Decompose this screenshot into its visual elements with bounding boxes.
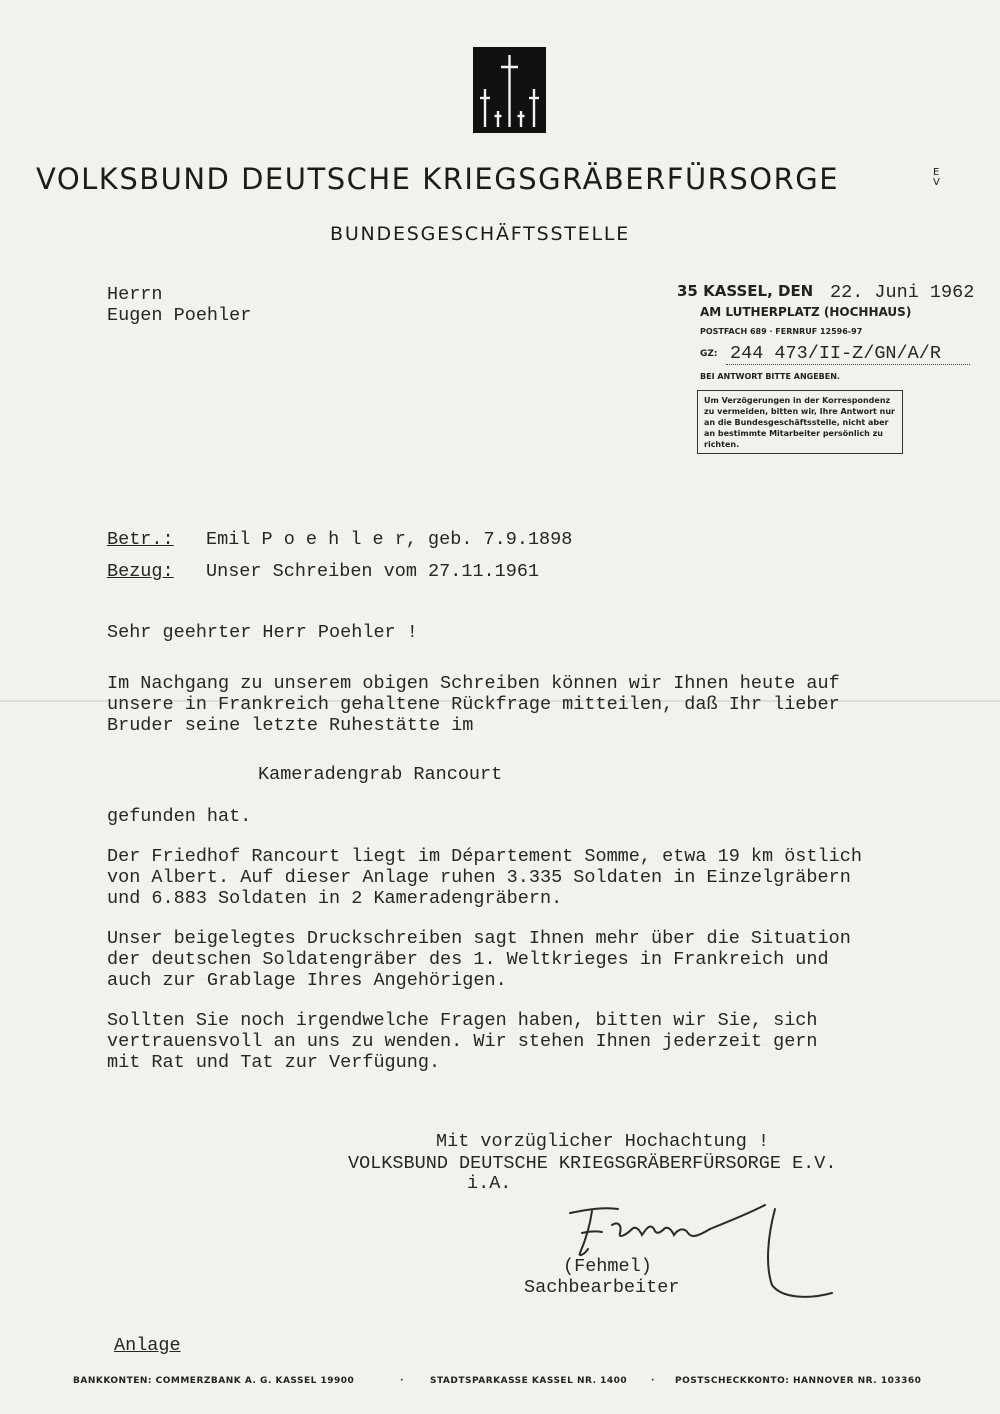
sender-street: AM LUTHERPLATZ (HOCHHAUS): [700, 305, 912, 319]
reference-to-label: Bezug:: [107, 561, 174, 582]
grave-name: Kameradengrab Rancourt: [258, 764, 503, 785]
sender-city: 35 KASSEL, DEN: [677, 282, 814, 300]
three-crosses-icon: [473, 47, 546, 133]
enclosure-label: Anlage: [114, 1335, 181, 1356]
recipient-salutation: Herrn: [107, 284, 163, 305]
paragraph-2-line-2: von Albert. Auf dieser Anlage ruhen 3.335 Soldaten in Einzelgräbern: [107, 867, 851, 888]
footer-postscheck: POSTSCHECKKONTO: HANNOVER NR. 103360: [675, 1376, 922, 1386]
organization-department: BUNDESGESCHÄFTSSTELLE: [330, 223, 631, 245]
organization-ev: E V: [933, 167, 940, 188]
organization-name: VOLKSBUND DEUTSCHE KRIEGSGRÄBERFÜRSORGE: [36, 162, 840, 196]
reference-number: 244 473/II-Z/GN/A/R: [730, 343, 941, 364]
closing-organization: VOLKSBUND DEUTSCHE KRIEGSGRÄBERFÜRSORGE E.V.: [348, 1153, 837, 1174]
reference-label: GZ:: [700, 349, 718, 359]
found-line: gefunden hat.: [107, 806, 252, 827]
closing-greeting: Mit vorzüglicher Hochachtung !: [436, 1131, 770, 1152]
footer-bank-commerzbank: BANKKONTEN: COMMERZBANK A. G. KASSEL 19900: [73, 1376, 355, 1386]
subject-text: Emil P o e h l e r, geb. 7.9.1898: [206, 529, 573, 550]
paragraph-2-line-1: Der Friedhof Rancourt liegt im Département Somme, etwa 19 km östlich: [107, 846, 862, 867]
footer-separator-2: ·: [651, 1376, 655, 1386]
paragraph-1-line-1: Im Nachgang zu unserem obigen Schreiben können wir Ihnen heute auf: [107, 673, 840, 694]
paragraph-1-line-2: unsere in Frankreich gehaltene Rückfrage mitteilen, daß Ihr lieber: [107, 694, 840, 715]
paragraph-1-line-3: Bruder seine letzte Ruhestätte im: [107, 715, 474, 736]
salutation: Sehr geehrter Herr Poehler !: [107, 622, 418, 643]
signatory-title: Sachbearbeiter: [524, 1277, 680, 1298]
paragraph-4-line-1: Sollten Sie noch irgendwelche Fragen haben, bitten wir Sie, sich: [107, 1010, 818, 1031]
recipient-name: Eugen Poehler: [107, 305, 252, 326]
correspondence-notice: Um Verzögerungen in der Korrespondenz zu vermeiden, bitten wir, Ihre Antwort nur an die Bundesgeschäftsstelle, nicht aber an bestimmte Mitarbeiter persönlich zu richten.: [697, 390, 903, 454]
letter-date: 22. Juni 1962: [830, 282, 975, 303]
footer-separator-1: ·: [400, 1376, 404, 1386]
reference-dotted-line: [726, 364, 970, 365]
footer-bank-stadtsparkasse: STADTSPARKASSE KASSEL NR. 1400: [430, 1376, 628, 1386]
paragraph-4-line-3: mit Rat und Tat zur Verfügung.: [107, 1052, 441, 1073]
paragraph-3-line-2: der deutschen Soldatengräber des 1. Weltkrieges in Frankreich und: [107, 949, 829, 970]
paragraph-3-line-1: Unser beigelegtes Druckschreiben sagt Ihnen mehr über die Situation: [107, 928, 851, 949]
subject-label: Betr.:: [107, 529, 174, 550]
paragraph-3-line-3: auch zur Grablage Ihres Angehörigen.: [107, 970, 507, 991]
reply-note: BEI ANTWORT BITTE ANGEBEN.: [700, 372, 840, 381]
paragraph-4-line-2: vertrauensvoll an uns zu wenden. Wir stehen Ihnen jederzeit gern: [107, 1031, 818, 1052]
paragraph-2-line-3: und 6.883 Soldaten in 2 Kameradengräbern.: [107, 888, 563, 909]
reference-to-text: Unser Schreiben vom 27.11.1961: [206, 561, 540, 582]
sender-postfach: POSTFACH 689 · FERNRUF 12596-97: [700, 327, 863, 336]
closing-ia: i.A.: [467, 1173, 512, 1194]
signatory-name: (Fehmel): [563, 1256, 652, 1277]
